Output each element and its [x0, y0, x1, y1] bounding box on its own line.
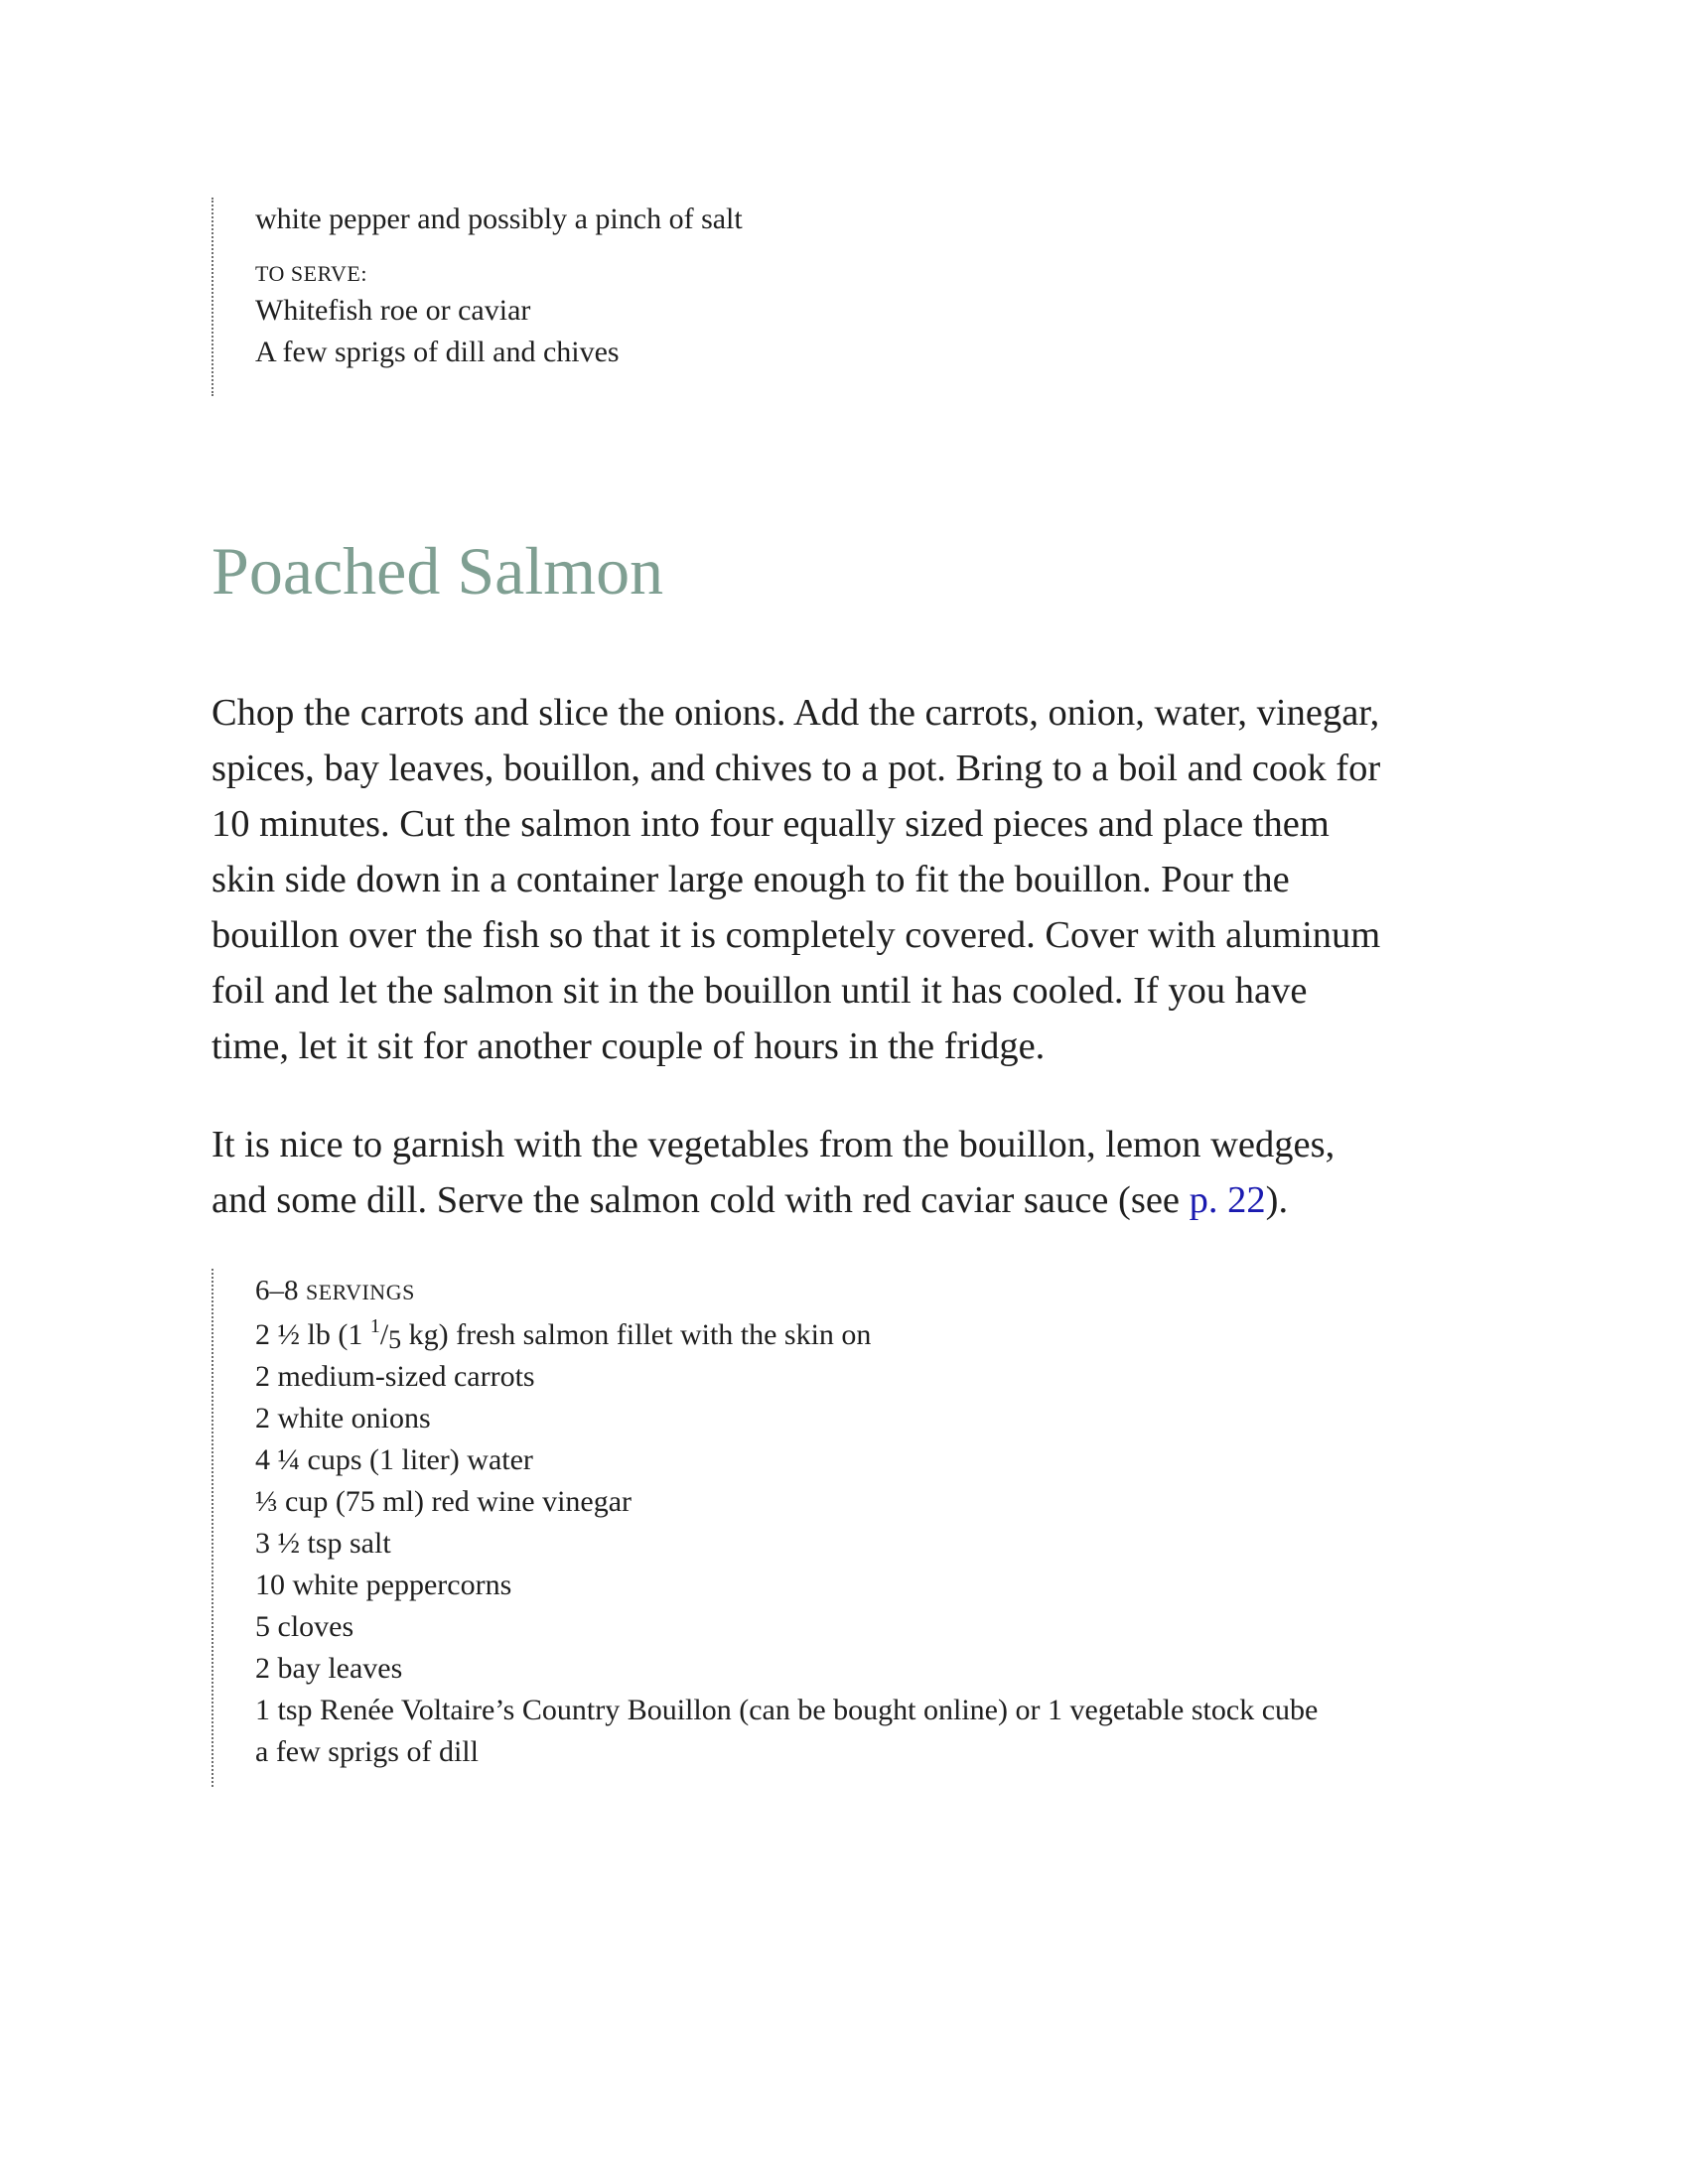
ingredient-line: 2 medium-sized carrots	[255, 1360, 535, 1393]
ingredient-line: white pepper and possibly a pinch of salt	[255, 203, 743, 235]
servings-line	[255, 1269, 1318, 1314]
ingredient-line	[255, 1314, 1318, 1356]
serve-item: A few sprigs of dill and chives	[255, 336, 620, 368]
paragraph-line: It is nice to garnish with the vegetables from the bouillon, lemon wedges,	[211, 1124, 1336, 1165]
paragraph-line	[211, 1172, 1492, 1228]
previous-ingredients-box	[211, 198, 743, 396]
paragraph-line: skin side down in a container large enough to fit the bouillon. Pour the	[211, 859, 1290, 900]
recipe-title: Poached Salmon	[211, 533, 664, 609]
fraction-denominator: 5	[388, 1325, 402, 1354]
servings-number: 6–8	[255, 1275, 299, 1306]
ingredients-box	[211, 1269, 1318, 1787]
ingredient-line: 5 cloves	[255, 1610, 354, 1643]
servings-label: SERVINGS	[306, 1280, 415, 1304]
page-reference-link[interactable]: p. 22	[1189, 1179, 1266, 1221]
ingredient-line: 3 ½ tsp salt	[255, 1527, 391, 1560]
ingredient-line: 10 white peppercorns	[255, 1569, 512, 1601]
to-serve-label: TO SERVE:	[255, 261, 367, 286]
serve-item: Whitefish roe or caviar	[255, 294, 531, 327]
ingredient-text: kg) fresh salmon fillet with the skin on	[401, 1318, 872, 1351]
paragraph-text: and some dill. Serve the salmon cold with red caviar sauce (see	[211, 1179, 1190, 1221]
ingredient-line: 2 white onions	[255, 1402, 431, 1434]
fraction	[369, 1315, 402, 1354]
paragraph-line: Chop the carrots and slice the onions. Add the carrots, onion, water, vinegar,	[211, 692, 1380, 734]
ingredient-line: ⅓ cup (75 ml) red wine vinegar	[255, 1485, 633, 1518]
paragraph-line: foil and let the salmon sit in the bouillon until it has cooled. If you have	[211, 970, 1308, 1012]
paragraph-line: spices, bay leaves, bouillon, and chives to a pot. Bring to a boil and cook for	[211, 748, 1381, 789]
ingredient-line: 1 tsp Renée Voltaire’s Country Bouillon (can be bought online) or 1 vegetable stock cube	[255, 1694, 1319, 1726]
ingredient-text: 2 ½ lb (1	[255, 1318, 370, 1351]
instructions-paragraph-1	[211, 685, 1492, 1074]
ingredient-line: 4 ¼ cups (1 liter) water	[255, 1443, 533, 1476]
paragraph-line: bouillon over the fish so that it is completely covered. Cover with aluminum	[211, 914, 1381, 956]
ingredient-line: 2 bay leaves	[255, 1652, 403, 1685]
paragraph-text: ).	[1265, 1179, 1289, 1221]
fraction-slash: /	[379, 1318, 389, 1351]
ingredient-line: a few sprigs of dill	[255, 1735, 479, 1768]
instructions-paragraph-2	[211, 1117, 1492, 1228]
paragraph-line: time, let it sit for another couple of hours in the fridge.	[211, 1025, 1046, 1067]
fraction-numerator: 1	[369, 1315, 380, 1337]
paragraph-line: 10 minutes. Cut the salmon into four equally sized pieces and place them	[211, 803, 1330, 845]
